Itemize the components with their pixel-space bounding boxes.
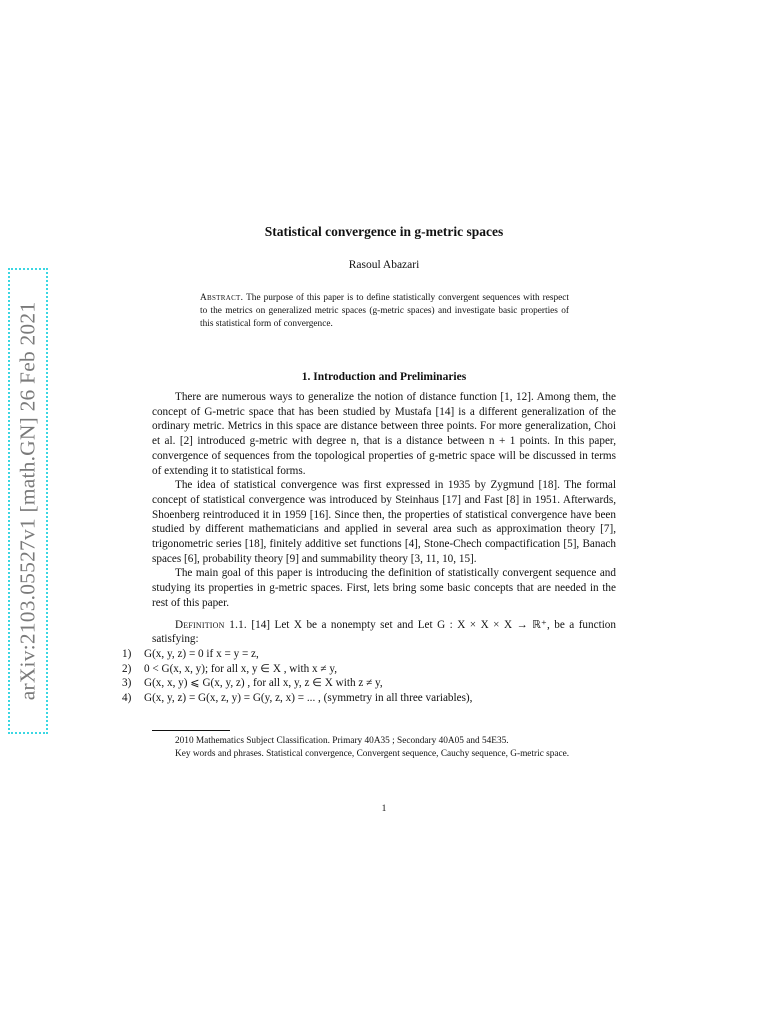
footnotes [152,735,616,760]
condition-number: 2) [122,662,132,675]
condition-item [122,662,616,677]
condition-text: G(x, y, z) = G(x, z, y) = G(y, z, x) = ... , (symmetry in all three variables), [144,692,473,705]
arxiv-identifier: arXiv:2103.05527v1 [math.GN] 26 Feb 2021 [15,301,40,701]
definition-heading: Definition 1.1. [175,618,247,631]
condition-number: 1) [122,647,132,660]
paragraph-1: There are numerous ways to generalize the notion of distance function [1, 12]. Among them, the concept of G-metric space that has been studied by Mustafa [14] is a different generalization of the ordinary metric. Metrics in this space are distance between three points. For more generalization, Choi et al. [2] introduced g-metric with degree n, that is a distance between n + 1 points. In this paper, convergence of sequences from the topological properties of g-metric space will be discussed in terms of extending it to statistical forms. [152,391,616,477]
definition-text: [14] Let X be a nonempty set and Let G : X × X × X → ℝ⁺, be a function satisfying: [152,618,616,646]
body-text [122,390,616,706]
definition-conditions [122,647,616,706]
condition-number: 4) [122,692,132,705]
section-heading: 1. Introduction and Preliminaries [301,371,467,383]
footnote-rule [152,730,230,731]
paragraph-3: The main goal of this paper is introducing the definition of statistically convergent sequence and studying its properties in g-metric spaces. First, lets bring some basic concepts that are needed in the rest of this paper. [152,567,616,609]
condition-item [122,691,616,706]
abstract-text: The purpose of this paper is to define statistically convergent sequences with respect to the metrics on generalized metric spaces (g-metric spaces) and investigate basic properties of this statistical form of convergence. [200,293,569,329]
arxiv-stamp [8,268,48,734]
condition-text: 0 < G(x, x, y); for all x, y ∈ X , with x ≠ y, [144,662,337,675]
condition-item [122,676,616,691]
condition-item [122,647,616,662]
page-number: 1 [381,804,387,814]
title-text: Statistical convergence in g-metric spaces [264,224,504,239]
author-name: Rasoul Abazari [348,259,420,271]
condition-text: G(x, y, z) = 0 if x = y = z, [144,647,259,660]
condition-text: G(x, x, y) ⩽ G(x, y, z) , for all x, y, z ∈ X with z ≠ y, [144,677,383,690]
condition-number: 3) [122,677,132,690]
keywords-footnote: Key words and phrases. Statistical convergence, Convergent sequence, Cauchy sequence, G-metric space. [175,748,570,759]
definition-1-1 [152,618,616,647]
classification-footnote: 2010 Mathematics Subject Classification. Primary 40A35 ; Secondary 40A05 and 54E35. [175,736,509,746]
abstract-heading: Abstract. [200,293,244,303]
abstract [200,292,569,331]
paragraph-2: The idea of statistical convergence was first expressed in 1935 by Zygmund [18]. The formal concept of statistical convergence was introduced by Steinhaus [17] and Fast [8] in 1951. Afterwards, Shoenberg reintroduced it in 1959 [16]. Since then, the properties of statistical convergence have been studied by different mathematicians and applied in several area such as approximation theory [7], trigonometric series [18], finitely additive set functions [4], Stone-Chech compactification [5], Banach spaces [6], probability theory [9] and summability theory [3, 11, 10, 15]. [152,479,616,565]
paper-title [152,224,616,240]
